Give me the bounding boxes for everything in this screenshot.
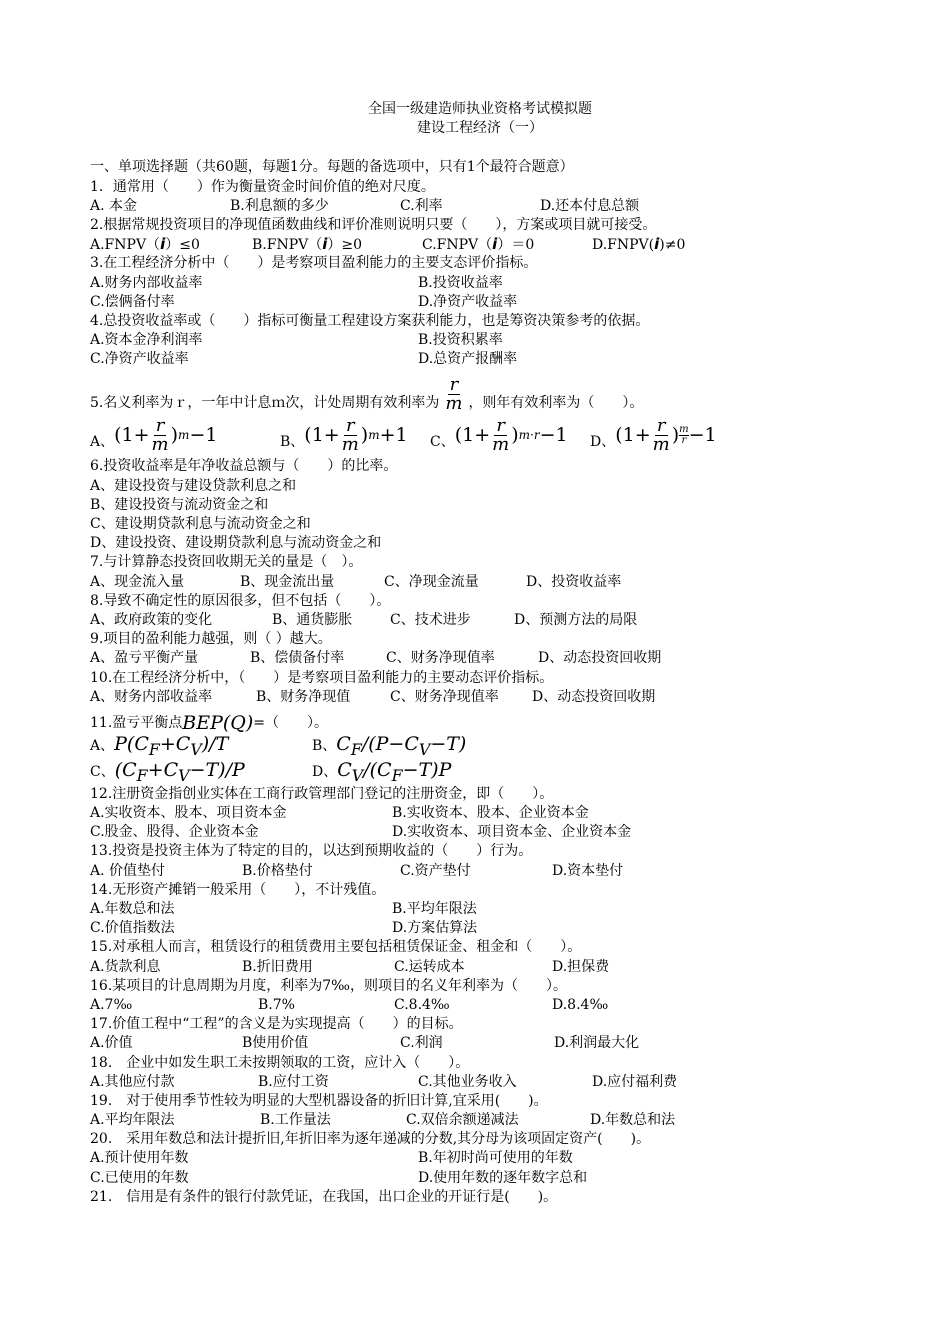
q19-option-c: C.双倍余额递减法	[406, 1112, 519, 1129]
q5-option-d: D、 (1+ $\frac{r}{m}$ ) m r −1	[590, 414, 717, 455]
exam-subtitle: 建设工程经济（一）	[417, 120, 543, 137]
q5-fraction: $\frac{r}{m}$	[445, 374, 463, 415]
q9-option-b: B、偿债备付率	[250, 650, 345, 667]
q2-stem: 2.根据常规投资项目的净现值函数曲线和评价准则说明只要（ ），方案或项目就可接受。	[90, 216, 657, 233]
q8-stem: 8.导致不确定性的原因很多，但不包括（ ）。	[90, 592, 391, 609]
q17-option-b: B使用价值	[242, 1035, 309, 1052]
q11-option-b: B、$C_F/(P-C_V-T)$	[312, 732, 467, 759]
q6-option-a: A、建设投资与建设贷款利息之和	[90, 477, 297, 494]
q17-stem: 17.价值工程中“工程”的含义是为实现提高（ ）的目标。	[90, 1016, 463, 1033]
q8-options	[90, 611, 870, 630]
q11-option-c: C、$(C_F+C_V-T)/P$	[90, 758, 245, 785]
q9-option-d: D、动态投资回收期	[538, 650, 662, 667]
q18-options	[90, 1073, 870, 1092]
q18-option-d: D.应付福利费	[592, 1073, 678, 1090]
q7-stem: 7.与计算静态投资回收期无关的量是（ ）。	[90, 554, 363, 571]
q7-option-d: D、投资收益率	[526, 573, 622, 590]
exam-title: 全国一级建造师执业资格考试模拟题	[368, 101, 592, 117]
q7-option-b: B、现金流出量	[240, 573, 335, 590]
q10-option-b: B、财务净现值	[256, 688, 351, 705]
q19-stem: 19. 对于使用季节性较为明显的大型机器设备的折旧计算,宜采用( )。	[90, 1092, 548, 1109]
q6-stem: 6.投资收益率是年净收益总额与（ ）的比率。	[90, 458, 398, 475]
q20-option-a: A.预计使用年数	[90, 1150, 189, 1167]
q3-stem: 3.在工程经济分析中（ ）是考察项目盈利能力的主要支态评价指标。	[90, 255, 538, 272]
q1-stem: 1．通常用（ ）作为衡量资金时间价值的绝对尺度。	[90, 178, 435, 195]
q9-stem: 9.项目的盈利能力越强，则（ ）越大。	[90, 631, 332, 648]
q9-option-a: A、盈亏平衡产量	[90, 650, 199, 667]
q7-option-a: A、现金流入量	[90, 573, 185, 590]
q20-option-b: B.年初时尚可使用的年数	[418, 1150, 573, 1167]
q10-option-c: C、财务净现值率	[390, 688, 499, 705]
q6-option-c: C、建设期贷款利息与流动资金之和	[90, 516, 311, 532]
q9-option-c: C、财务净现值率	[386, 650, 495, 667]
q6-option-b: B、建设投资与流动资金之和	[90, 496, 269, 513]
q6-option-d: D、建设投资、建设期贷款利息与流动资金之和	[90, 535, 382, 552]
q16-options	[90, 996, 870, 1015]
q16-option-a: A.7‰	[90, 996, 133, 1013]
q8-option-a: A、政府政策的变化	[90, 611, 213, 628]
q19-option-a: A.平均年限法	[90, 1112, 175, 1129]
q13-option-c: C.资产垫付	[400, 862, 471, 879]
q3-option-a: A.财务内部收益率	[90, 274, 203, 291]
q19-option-b: B.工作量法	[260, 1112, 331, 1129]
q2-option-a: A.FNPV（i）≤0	[90, 235, 200, 254]
q2-options	[90, 235, 870, 254]
q3-option-b: B.投资收益率	[418, 274, 503, 291]
q2-option-c: C.FNPV（i）＝0	[422, 235, 535, 254]
q11-options-ab	[90, 733, 870, 759]
q2-option-d: D.FNPV(i)≠0	[592, 235, 686, 254]
q11-stem: 11.盈亏平衡点 BEP(Q) =（ ）。	[90, 711, 329, 734]
q3-option-c: C.偿俩备付率	[90, 293, 175, 310]
q19-options	[90, 1111, 870, 1130]
q10-options	[90, 688, 870, 707]
q9-options	[90, 649, 870, 668]
q4-option-b: B.投资积累率	[418, 332, 503, 349]
q13-option-a: A. 价值垫付	[90, 862, 166, 879]
q16-option-d: D.8.4‰	[552, 996, 609, 1013]
q4-option-c: C.净资产收益率	[90, 351, 189, 368]
q2-option-b: B.FNPV（i）≥0	[252, 235, 363, 254]
q5-option-c: C、 (1+ $\frac{r}{m}$ ) m·r −1	[430, 414, 568, 455]
q15-option-c: C.运转成本	[394, 958, 465, 975]
q13-option-b: B.价格垫付	[242, 862, 313, 879]
q11-option-d: D、$C_V/(C_F-T)P$	[312, 758, 452, 785]
q21-stem: 21. 信用是有条件的银行付款凭证，在我国，出口企业的开证行是( )。	[90, 1188, 558, 1205]
q1-option-c: C.利率	[400, 197, 443, 214]
q7-options	[90, 573, 870, 592]
q16-option-b: B.7%	[258, 996, 295, 1013]
q5-stem: 5.名义利率为ｒ，一年中计息ｍ次，计处周期有效利率为 $\frac{r}{m}$ ，则年有效利率为（ ）。	[90, 374, 644, 415]
exam-page	[90, 100, 870, 1207]
q10-option-a: A、财务内部收益率	[90, 688, 213, 705]
q12-option-a: A.实收资本、股本、项目资本金	[90, 805, 287, 822]
q7-option-c: C、净现金流量	[384, 573, 479, 590]
q15-option-b: B.折旧费用	[242, 958, 313, 975]
q15-options	[90, 958, 870, 977]
q1-options	[90, 197, 870, 216]
q17-option-a: A.价值	[90, 1035, 133, 1052]
q10-option-d: D、动态投资回收期	[532, 688, 656, 705]
q18-option-c: C.其他业务收入	[418, 1073, 517, 1090]
q11-bep-formula: BEP(Q)	[182, 711, 254, 734]
q4-stem: 4.总投资收益率或（ ）指标可衡量工程建设方案获利能力，也是筹资决策参考的依据。	[90, 312, 650, 329]
q20-option-c: C.已使用的年数	[90, 1169, 189, 1186]
q17-option-c: C.利润	[400, 1035, 443, 1052]
q14-option-d: D.方案估算法	[392, 920, 478, 937]
q8-option-d: D、预测方法的局限	[514, 611, 638, 628]
q1-option-b: B.利息额的多少	[230, 197, 329, 214]
q15-option-d: D.担保费	[552, 958, 610, 975]
q5-options	[90, 413, 870, 457]
q18-option-a: A.其他应付款	[90, 1073, 175, 1090]
q15-stem: 15.对承租人而言，租赁设行的租赁费用主要包括租赁保证金、租金和（ ）。	[90, 939, 582, 956]
q20-option-d: D.使用年数的逐年数字总和	[418, 1169, 588, 1186]
q17-options	[90, 1034, 870, 1053]
q11-option-a: A、$P(C_F+C_V)/T$	[90, 732, 229, 759]
q5-option-a: A、 (1+ $\frac{r}{m}$ ) m −1	[90, 414, 218, 455]
q12-option-b: B.实收资本、股本、企业资本金	[392, 805, 589, 822]
q4-option-a: A.资本金净利润率	[90, 332, 203, 349]
q12-option-d: D.实收资本、项目资本金、企业资本金	[392, 824, 632, 841]
q18-option-b: B.应付工资	[258, 1073, 329, 1090]
q14-stem: 14.无形资产摊销一般采用（ ），不计残值。	[90, 881, 386, 898]
q13-stem: 13.投资是投资主体为了特定的目的，以达到预期收益的（ ）行为。	[90, 843, 533, 860]
section-heading: 一、单项选择题（共60题，每题1分。每题的备选项中，只有1个最符合题意）	[90, 159, 574, 176]
q11-options-cd	[90, 759, 870, 785]
q1-option-d: D.还本付息总额	[540, 197, 640, 214]
q3-option-d: D.净资产收益率	[418, 293, 518, 310]
q20-stem: 20. 采用年数总和法计提折旧,年折旧率为逐年递减的分数,其分母为该项固定资产( )。	[90, 1131, 651, 1148]
q16-stem: 16.某项目的计息周期为月度，利率为7‰，则项目的名义年利率为（ ）。	[90, 977, 567, 994]
q8-option-b: B、通货膨胀	[272, 611, 353, 628]
q17-option-d: D.利润最大化	[554, 1035, 640, 1052]
q15-option-a: A.货款利息	[90, 958, 161, 975]
q5-option-b: B、 (1+ $\frac{r}{m}$ ) m +1	[280, 414, 408, 455]
q18-stem: 18. 企业中如发生职工未按期领取的工资，应计入（ ）。	[90, 1054, 470, 1071]
q12-stem: 12.注册资金指创业实体在工商行政管理部门登记的注册资金，即（ ）。	[90, 785, 554, 802]
q14-option-a: A.年数总和法	[90, 901, 175, 917]
q13-options	[90, 862, 870, 881]
q14-option-c: C.价值指数法	[90, 920, 175, 937]
q4-option-d: D.总资产报酬率	[418, 351, 518, 368]
q19-option-d: D.年数总和法	[590, 1112, 676, 1129]
q1-option-a: A. 本金	[90, 197, 138, 214]
q13-option-d: D.资本垫付	[552, 862, 624, 879]
q14-option-b: B.平均年限法	[392, 901, 477, 917]
q10-stem: 10.在工程经济分析中，（ ）是考察项目盈利能力的主要动态评价指标。	[90, 669, 554, 686]
q8-option-c: C、技术进步	[390, 611, 471, 628]
q12-option-c: C.股金、股得、企业资本金	[90, 824, 259, 841]
q16-option-c: C.8.4‰	[394, 996, 450, 1013]
